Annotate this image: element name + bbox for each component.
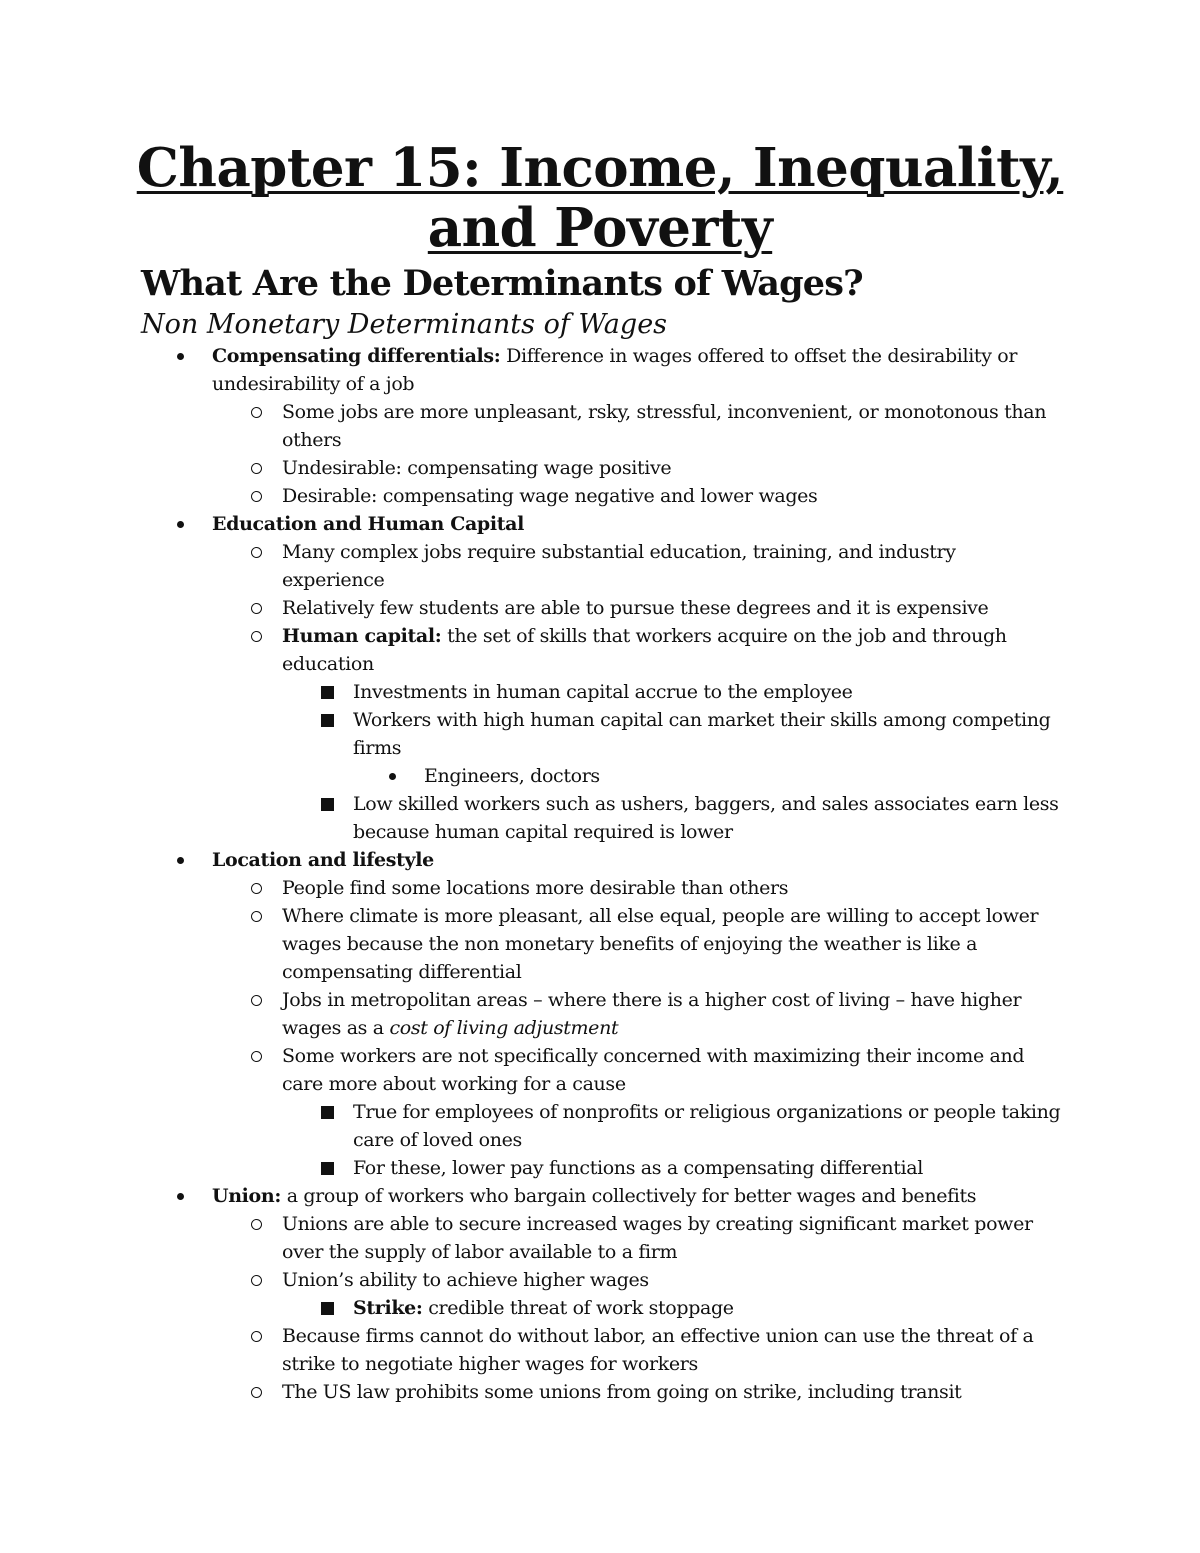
term: Location and lifestyle xyxy=(212,849,434,871)
item-text: Because firms cannot do without labor, an effective union can use the threat of a strike to negotiate higher wages for workers xyxy=(282,1325,1034,1375)
list-item xyxy=(282,482,1062,510)
item-text: Union’s ability to achieve higher wages xyxy=(282,1269,649,1291)
list-item xyxy=(282,594,1062,622)
item-text: Some jobs are more unpleasant, rsky, stressful, inconvenient, or monotonous than others xyxy=(282,401,1047,451)
term: Human capital: xyxy=(282,625,442,647)
hollow-circle-bullet-icon xyxy=(246,594,266,622)
list-item xyxy=(282,1266,1062,1294)
bullet-outline xyxy=(0,342,1200,1406)
list-item xyxy=(282,454,1062,482)
hollow-circle-bullet-icon xyxy=(246,454,266,482)
list-item xyxy=(353,678,1073,706)
hollow-circle-bullet-icon xyxy=(246,874,266,902)
list-item xyxy=(282,986,1062,1042)
emphasized-text: cost of living adjustment xyxy=(389,1017,619,1039)
item-text: Workers with high human capital can market their skills among competing firms xyxy=(353,709,1051,759)
hollow-circle-bullet-icon xyxy=(246,398,266,426)
item-text: Undesirable: compensating wage positive xyxy=(282,457,672,479)
list-item xyxy=(212,1182,1092,1210)
term: Compensating differentials: xyxy=(212,345,501,367)
item-text: Desirable: compensating wage negative and lower wages xyxy=(282,485,818,507)
list-item xyxy=(353,790,1073,846)
subsection-heading: Non Monetary Determinants of Wages xyxy=(141,309,668,340)
chapter-title-line-1: Chapter 15: Income, Inequality, xyxy=(136,137,1064,199)
hollow-circle-bullet-icon xyxy=(246,482,266,510)
item-text: Unions are able to secure increased wages by creating significant market power over the supply of labor available to a firm xyxy=(282,1213,1033,1263)
chapter-title-line-2: and Poverty xyxy=(427,197,773,259)
item-text: True for employees of nonprofits or religious organizations or people taking care of loved ones xyxy=(353,1101,1061,1151)
item-text: Many complex jobs require substantial education, training, and industry experience xyxy=(282,541,956,591)
list-item xyxy=(282,1210,1062,1266)
list-item xyxy=(282,1042,1062,1098)
square-bullet-icon xyxy=(317,1098,337,1126)
item-text: Relatively few students are able to pursue these degrees and it is expensive xyxy=(282,597,989,619)
list-item xyxy=(282,398,1062,454)
bullet-icon xyxy=(170,1182,190,1210)
term: Education and Human Capital xyxy=(212,513,524,535)
item-text: Some workers are not specifically concerned with maximizing their income and care more about working for a cause xyxy=(282,1045,1025,1095)
list-item xyxy=(212,510,1092,538)
list-item xyxy=(282,538,1062,594)
item-text: a group of workers who bargain collectively for better wages and benefits xyxy=(281,1185,977,1207)
hollow-circle-bullet-icon xyxy=(246,1042,266,1070)
section-heading: What Are the Determinants of Wages? xyxy=(141,263,863,304)
hollow-circle-bullet-icon xyxy=(246,1210,266,1238)
list-item xyxy=(353,706,1073,762)
bullet-icon xyxy=(382,762,402,790)
list-item xyxy=(212,342,1092,398)
list-item xyxy=(212,846,1092,874)
hollow-circle-bullet-icon xyxy=(246,538,266,566)
item-text: For these, lower pay functions as a compensating differential xyxy=(353,1157,923,1179)
square-bullet-icon xyxy=(317,790,337,818)
item-text: People find some locations more desirable than others xyxy=(282,877,789,899)
term: Union: xyxy=(212,1185,282,1207)
item-text: Investments in human capital accrue to the employee xyxy=(353,681,853,703)
hollow-circle-bullet-icon xyxy=(246,1322,266,1350)
list-item xyxy=(282,902,1062,986)
item-text: the set of skills that workers acquire on the job and through education xyxy=(282,625,1007,675)
bullet-icon xyxy=(170,510,190,538)
list-item xyxy=(282,874,1062,902)
item-text: Where climate is more pleasant, all else equal, people are willing to accept lower wages because the non monetary benefits of enjoying the weather is like a compensating differential xyxy=(282,905,1039,983)
bullet-icon xyxy=(170,342,190,370)
square-bullet-icon xyxy=(317,1294,337,1322)
item-text: Jobs in metropolitan areas – where there is a higher cost of living – have higher wages as a xyxy=(282,989,1022,1039)
term: Strike: xyxy=(353,1297,423,1319)
list-item xyxy=(424,762,1064,790)
list-item xyxy=(353,1294,1073,1322)
item-text: The US law prohibits some unions from going on strike, including transit xyxy=(282,1381,962,1403)
hollow-circle-bullet-icon xyxy=(246,902,266,930)
list-item xyxy=(353,1154,1073,1182)
list-item xyxy=(282,1378,1062,1406)
square-bullet-icon xyxy=(317,706,337,734)
list-item xyxy=(282,622,1062,678)
hollow-circle-bullet-icon xyxy=(246,1266,266,1294)
list-item xyxy=(282,1322,1062,1378)
item-text: credible threat of work stoppage xyxy=(422,1297,734,1319)
list-item xyxy=(353,1098,1073,1154)
bullet-icon xyxy=(170,846,190,874)
hollow-circle-bullet-icon xyxy=(246,1378,266,1406)
item-text: Low skilled workers such as ushers, baggers, and sales associates earn less because human capital required is lower xyxy=(353,793,1059,843)
square-bullet-icon xyxy=(317,1154,337,1182)
hollow-circle-bullet-icon xyxy=(246,986,266,1014)
square-bullet-icon xyxy=(317,678,337,706)
hollow-circle-bullet-icon xyxy=(246,622,266,650)
item-text: Engineers, doctors xyxy=(424,765,600,787)
item-text: Difference in wages offered to offset the desirability or undesirability of a job xyxy=(212,345,1018,395)
